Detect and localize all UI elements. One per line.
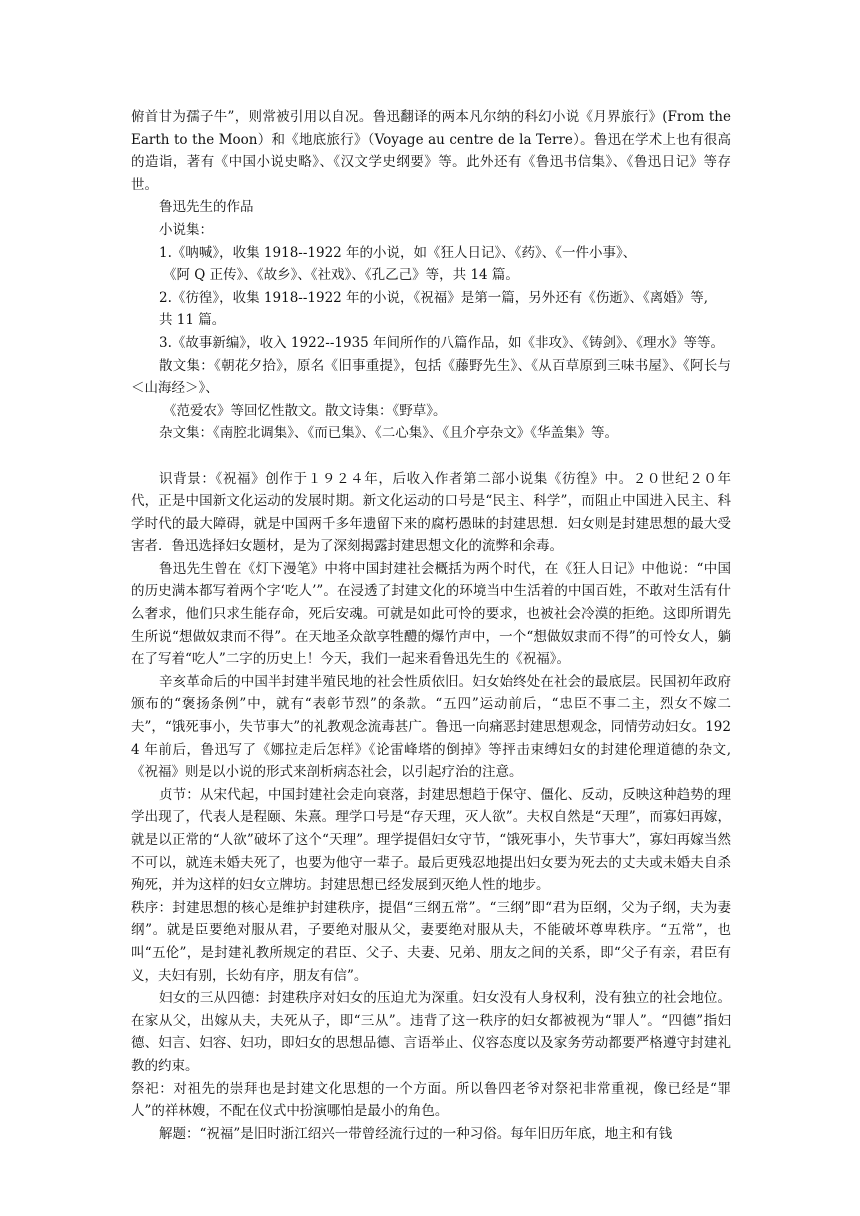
chastity-paragraph: 贞节：从宋代起，中国封建社会走向衰落，封建思想趋于保守、僵化、反动，反映这种趋势的理学出现了，代表人是程颐、朱熹。理学口号是“存天理，灭人欲”。夫权自然是“天理”，而寡妇再嫁，就是以正常的“人欲”破坏了这个“天理”。理学提倡妇女守节，“饿死事小，失节事大”，寡妇再嫁当然不可以，就连未婚夫死了，也要为他守一辈子。最后更残忍地提出妇女要为死去的丈夫或未婚夫自杀殉死，并为这样的妇女立牌坊。封建思想已经发展到灭绝人性的地步。 bbox=[131, 786, 731, 894]
blank-line bbox=[131, 445, 731, 468]
novel-collection-2: 2.《彷徨》，收集 1918--1922 年的小说，《祝福》是第一篇，另外还有《伤逝》、《离婚》等, bbox=[159, 289, 709, 306]
paragraph-2: 鲁迅先生曾在《灯下漫笔》中将中国封建社会概括为两个时代，在《狂人日记》中他说：“中国的历史满本都写着两个字‘吃人’”。在浸透了封建文化的环境当中生活着的中国百姓，不敢对生活有什么奢求，他们只求生能存命，死后安魂。可就是如此可怜的要求，也被社会冷漠的拒绝。这即所谓先生所说“想做奴隶而不得”。在天地圣众歆享牲醴的爆竹声中，一个“想做奴隶而不得”的可怜女人，躺在了写着“吃人”二字的历史上！今天，我们一起来看鲁迅先生的《祝福》。 bbox=[131, 560, 731, 668]
intro-paragraph: 俯首甘为孺子牛”，则常被引用以自况。鲁迅翻译的两本凡尔纳的科幻小说《月界旅行》(From the Earth to the Moon）和《地底旅行》（Voyage au centre de la Terre）。鲁迅在学术上也有很高的造诣，著有《中国小说史略》、《汉文学史纲要》等。此外还有《鲁迅书信集》、《鲁迅日记》等存世。 bbox=[131, 109, 731, 193]
paragraph-3: 辛亥革命后的中国半封建半殖民地的社会性质依旧。妇女始终处在社会的最底层。民国初年政府颁布的“褒扬条例”中，就有“表彰节烈”的条款。“五四”运动前后，“忠臣不事二主，烈女不嫁二夫”，“饿死事小，失节事大”的礼教观念流毒甚广。鲁迅一向痛恶封建思想观念，同情劳动妇女。1924 年前后，鲁迅写了《娜拉走后怎样》《论雷峰塔的倒掉》等抨击束缚妇女的封建伦理道德的杂文,《祝福》则是以小说的形式来剖析病态社会，以引起疗治的注意。 bbox=[131, 673, 731, 781]
novel-collection-1: 1.《呐喊》，收集 1918--1922 年的小说，如《狂人日记》、《药》、《一件小事》、 bbox=[159, 244, 637, 261]
title-explanation-paragraph: 解题：“祝福”是旧时浙江绍兴一带曾经流行过的一种习俗。每年旧历年底，地主和有钱 bbox=[159, 1125, 673, 1142]
three-obediences-paragraph: 妇女的三从四德：封建秩序对妇女的压迫尤为深重。妇女没有人身权利，没有独立的社会地位。在家从父，出嫁从夫，夫死从子，即“三从”。违背了这一秩序的妇女都被视为“罪人”。“四德”指妇德、妇言、妇容、妇功，即妇女的思想品德、言语举止、仪容态度以及家务劳动都要严格遵守封建礼教的约束。 bbox=[131, 990, 731, 1074]
sacrifice-paragraph: 祭祀：对祖先的崇拜也是封建文化思想的一个方面。所以鲁四老爷对祭祀非常重视，像已经是“罪人”的祥林嫂，不配在仪式中扮演哪怕是最小的角色。 bbox=[131, 1080, 731, 1120]
prose-collection-cont: 《范爱农》等回忆性散文。散文诗集：《野草》。 bbox=[163, 402, 447, 419]
essay-collection: 杂文集：《南腔北调集》、《而已集》、《二心集》、《且介亭杂文》《华盖集》等。 bbox=[159, 425, 618, 442]
document-body bbox=[131, 106, 731, 1145]
works-heading: 鲁迅先生的作品 bbox=[159, 199, 254, 216]
novel-collection-2-cont: 共 11 篇。 bbox=[159, 312, 226, 329]
background-paragraph: 识背景：《祝福》创作于１９２４年，后收入作者第二部小说集《彷徨》中。２０世纪２０年代，正是中国新文化运动的发展时期。新文化运动的口号是“民主、科学”，而阻止中国进入民主、科学时代的最大障碍，就是中国两千多年遗留下来的腐朽愚昧的封建思想．妇女则是封建思想的最大受害者．鲁迅选择妇女题材，是为了深刻揭露封建思想文化的流弊和余毒。 bbox=[131, 470, 731, 555]
novel-collection-1-cont: 《阿 Q 正传》、《故乡》、《社戏》、《孔乙己》等，共 14 篇。 bbox=[163, 267, 519, 284]
novels-label: 小说集： bbox=[159, 221, 213, 238]
novel-collection-3: 3.《故事新编》，收入 1922--1935 年间所作的八篇作品，如《非攻》、《铸剑》、《理水》等等。 bbox=[159, 334, 725, 351]
order-paragraph: 秩序：封建思想的核心是维护封建秩序，提倡“三纲五常”。“三纲”即“君为臣纲，父为子纲，夫为妻纲”。就是臣要绝对服从君，子要绝对服从父，妻要绝对服从夫，不能破坏尊卑秩序。“五常”，也叫“五伦”，是封建礼教所规定的君臣、父子、夫妻、兄弟、朋友之间的关系，即“父子有亲，君臣有义，夫妇有别，长幼有序，朋友有信”。 bbox=[131, 899, 731, 984]
prose-collection: 散文集：《朝花夕拾》，原名《旧事重提》，包括《藤野先生》、《从百草原到三味书屋》、《阿长与＜山海经＞》、 bbox=[131, 357, 731, 397]
